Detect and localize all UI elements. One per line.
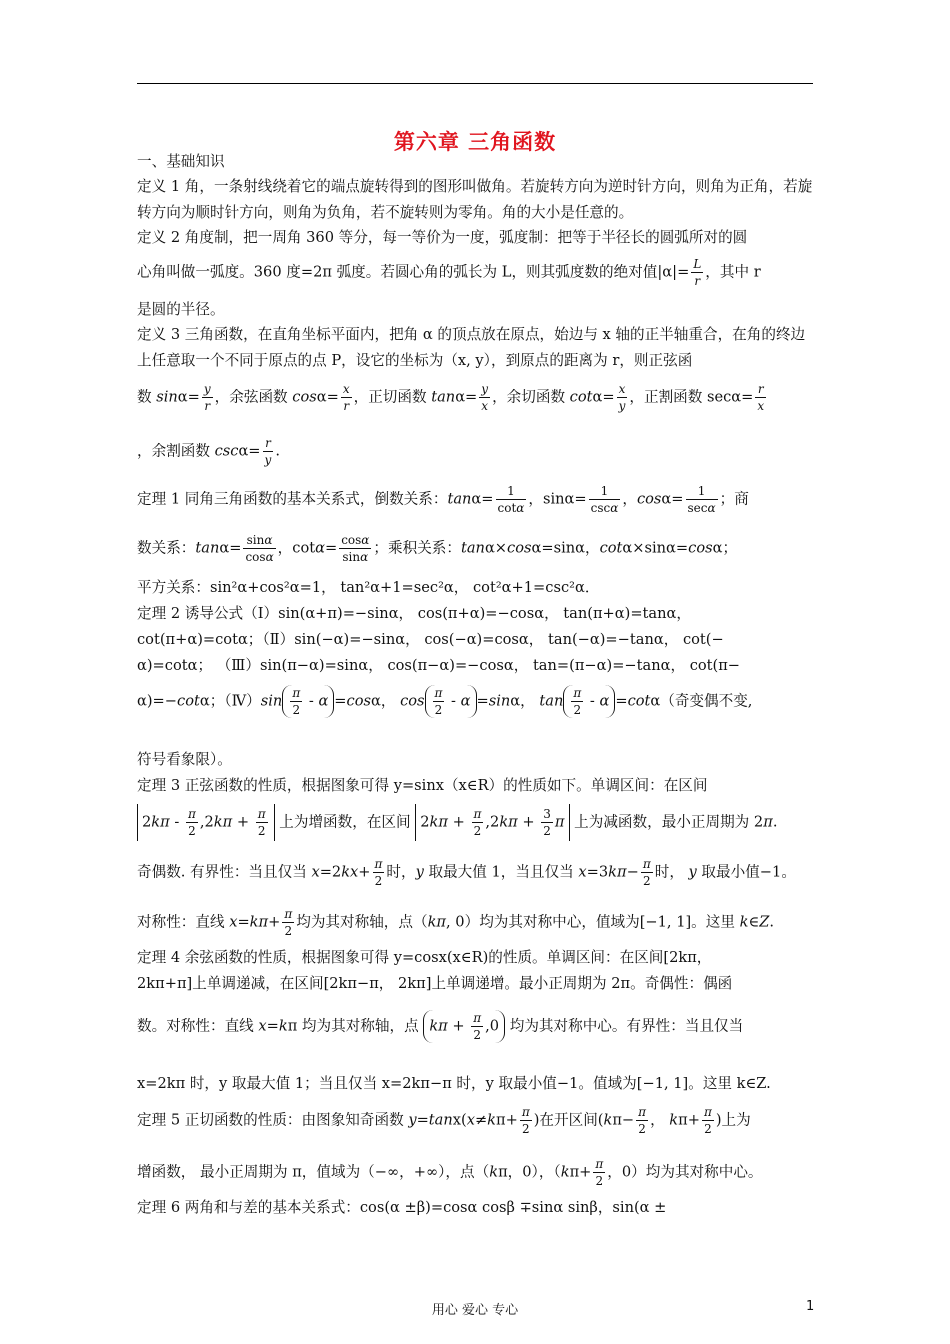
thm1-label: 定理 1 同角三角函数的基本关系式，倒数关系： — [137, 490, 448, 508]
theorem-3-line3: 奇偶数. 有界性：当且仅当 x=2kx+ $\frac{\pi}{2}$ 时，y 取最大值 1，当且仅当 x=3kπ− $\frac{\pi}{2}$ 时， y 取最小值−1。 — [137, 857, 796, 888]
header-rule — [137, 83, 813, 84]
theorem-2-line1: 定理 2 诱导公式（Ⅰ）sin(α+π)=−sinα， cos(π+α)=−cosα， tan(π+α)=tanα， — [137, 605, 691, 622]
theorem-1-line2: 数关系：tanα= $\frac{\sin\alpha}{\cos\alpha}$ ，cotα= $\frac{\cos\alpha}{\sin\alpha}$ ；乘积关系：tanα×cosα=sinα，cotα×sinα=cosα； — [137, 533, 738, 564]
def2-text: 心角叫做一弧度。360 度=2π 弧度。若圆心角的弧长为 L，则其弧度数的绝对值|α|= — [137, 263, 690, 281]
theorem-5-line2: 增函数， 最小正周期为 π，值域为（−∞，+∞），点（kπ，0），（kπ+ $\frac{\pi}{2}$ ，0）均为其对称中心。 — [137, 1157, 763, 1188]
theorem-2-tail: 符号看象限）。 — [137, 751, 232, 768]
theorem-2-line3: α)=cotα； （Ⅲ）sin(π−α)=sinα， cos(π−α)=−cosα， tan=(π−α)=−tanα， cot(π− — [137, 657, 741, 674]
fraction: $\frac{L}{r}$ — [693, 257, 702, 288]
csc-definition-line: ，余割函数 cscα= $\frac{r}{y}$ . — [137, 436, 280, 467]
theorem-3-line4: 对称性：直线 x=kπ+ $\frac{\pi}{2}$ 均为其对称轴，点（kπ, 0）均为其对称中心，值域为[−1, 1]。这里 k∈Z. — [137, 907, 775, 938]
theorem-2-line4: α)=−cotα；（Ⅳ）sin $\frac{\pi}{2}$ - α =cosα， cos $\frac{\pi}{2}$ - α =sinα， tan $\frac{\pi}{2}$ - α =cotα（奇变偶不变, — [137, 686, 753, 717]
theorem-3-line1: 定理 3 正弦函数的性质，根据图象可得 y=sinx（x∈R）的性质如下。单调区间：在区间 — [137, 777, 708, 794]
definition-3: 定义 3 三角函数，在直角坐标平面内，把角 α 的顶点放在原点，始边与 x 轴的正半轴重合，在角的终边上任意取一个不同于原点的点 P，设它的坐标为（x, y），到原点的距离为 r，则正弦函 — [137, 326, 806, 369]
theorem-5-line1: 定理 5 正切函数的性质：由图象知奇函数 y=tanx(x≠kπ+ $\frac{\pi}{2}$ )在开区间(kπ− $\frac{\pi}{2}$ ， kπ+ $\frac{\pi}{2}$ )上为 — [137, 1105, 751, 1136]
theorem-3-line2: 2kπ - $\frac{\pi}{2}$ ,2kπ + $\frac{\pi}{2}$ 上为增函数，在区间 2kπ + $\frac{\pi}{2}$ ,2kπ + $\frac{3}{2}$ π 上为减函数，最小正周期为 2π. — [137, 804, 827, 841]
trig-definitions-line: 数 sinα= $\frac{y}{r}$ ，余弦函数 cosα= $\frac{x}{r}$ ，正切函数 tanα= $\frac{y}{x}$ ，余切函数 cotα= $\frac{x}{y}$ ，正割函数 secα= $\frac{r}{x}$ — [137, 382, 765, 413]
theorem-1-squares: 平方关系：sin²α+cos²α=1， tan²α+1=sec²α， cot²α+1=csc²α． — [137, 579, 600, 596]
theorem-2-line2: cot(π+α)=cotα；（Ⅱ）sin(−α)=−sinα， cos(−α)=cosα， tan(−α)=−tanα， cot(− — [137, 631, 724, 648]
page-number: 1 — [806, 1299, 815, 1314]
theorem-4-line2: 2kπ+π]上单调递减，在区间[2kπ−π， 2kπ]上单调递增。最小正周期为 2π。奇偶性：偶函 — [137, 975, 733, 992]
theorem-1-line1: 定理 1 同角三角函数的基本关系式，倒数关系：tanα= $\frac{1}{\cot\alpha}$ ，sinα= $\frac{1}{\csc\alpha}$ ，cosα= $\frac{1}{\sec\alpha}$ ；商 — [137, 484, 749, 515]
theorem-4-line4: x=2kπ 时，y 取最大值 1；当且仅当 x=2kπ−π 时，y 取最小值−1。值域为[−1, 1]。这里 k∈Z. — [137, 1075, 771, 1092]
chapter-title: 第六章 三角函数 — [393, 129, 557, 154]
theorem-6-line1: 定理 6 两角和与差的基本关系式：cos(α ±β)=cosα cosβ ∓sinα sinβ，sin(α ± — [137, 1199, 667, 1216]
def2-text-tail: ，其中 r — [705, 263, 761, 281]
theorem-4-line3: 数。对称性：直线 x=kπ 均为其对称轴，点 kπ + $\frac{\pi}{2}$ ,0 均为其对称中心。有界性：当且仅当 — [137, 1011, 744, 1042]
definition-1: 定义 1 角，一条射线绕着它的端点旋转得到的图形叫做角。若旋转方向为逆时针方向，则角为正角，若旋转方向为顺时针方向，则角为负角，若不旋转则为零角。角的大小是任意的。 — [137, 178, 813, 221]
definition-2-line3: 是圆的半径。 — [137, 301, 225, 318]
definition-2-line1: 定义 2 角度制，把一周角 360 等分，每一等价为一度，弧度制：把等于半径长的圆弧所对的圆 — [137, 229, 748, 246]
definition-2-line2 — [137, 256, 827, 289]
section-heading: 一、基础知识 — [137, 153, 225, 170]
page-footer: 用心 爱心 专心 — [431, 1303, 519, 1318]
theorem-4-line1: 定理 4 余弦函数的性质，根据图象可得 y=cosx(x∈R)的性质。单调区间：在区间[2kπ， — [137, 949, 712, 966]
